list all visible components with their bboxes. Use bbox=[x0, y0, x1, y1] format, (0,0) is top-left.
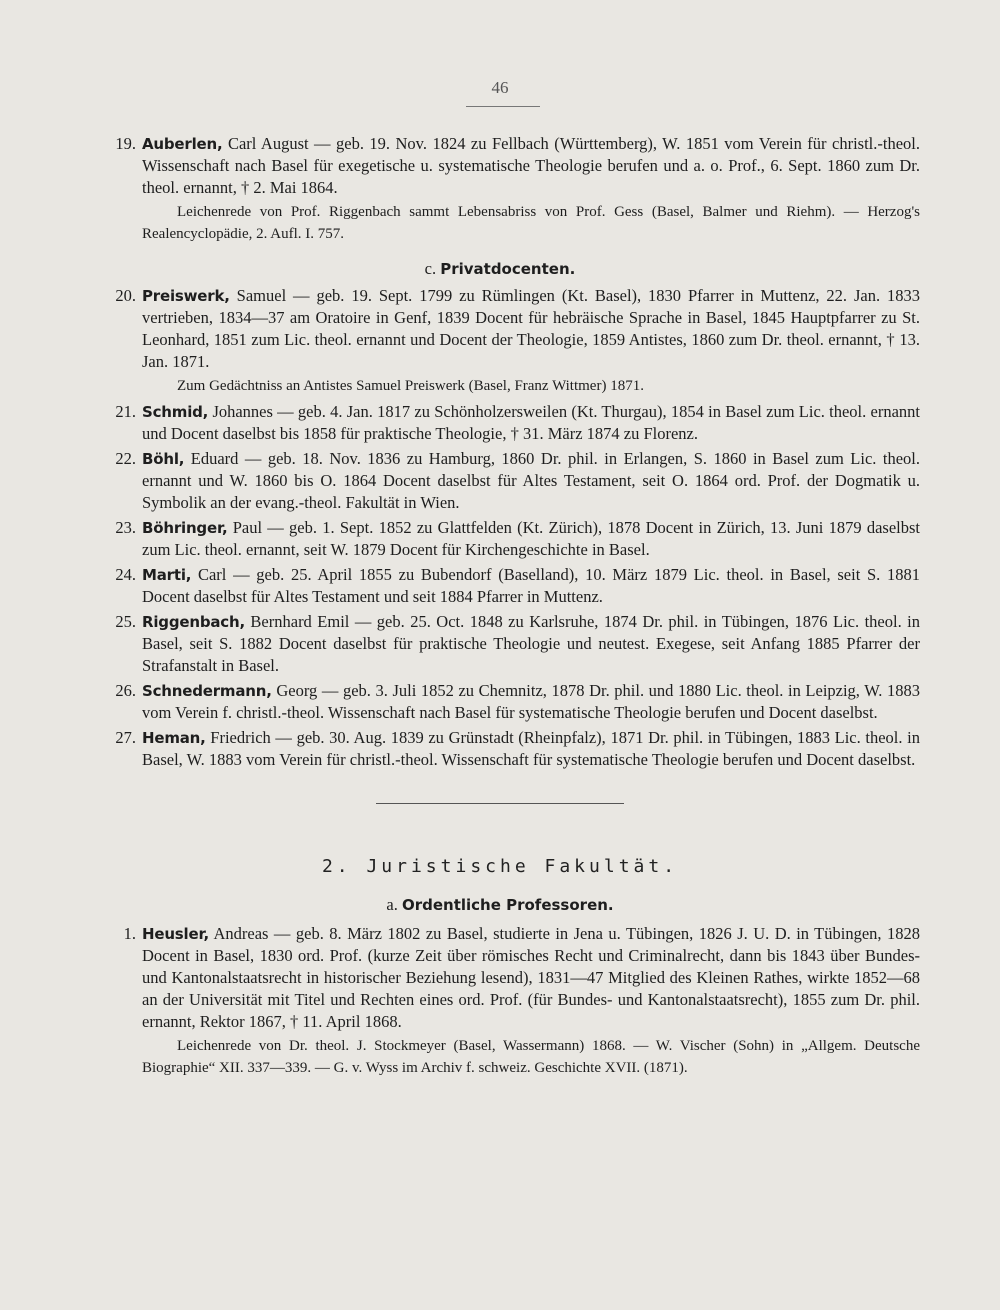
entry-text: Carl — geb. 25. April 1855 zu Bubendorf (Baselland), 10. März 1879 Lic. theol. in Basel, seit S. 1881 Docent daselbst für Altes Testament und seit 1884 Pfarrer in Muttenz. bbox=[142, 565, 920, 606]
entry-number: 20. bbox=[115, 286, 136, 305]
entry-number: 19. bbox=[115, 134, 136, 153]
entry-name: Riggenbach, bbox=[142, 613, 245, 631]
entry-number: 1. bbox=[123, 924, 136, 943]
section-divider bbox=[376, 803, 624, 804]
subsection-heading-privatdocenten bbox=[80, 259, 920, 279]
entry-name: Marti, bbox=[142, 566, 192, 584]
entry-number: 21. bbox=[115, 402, 136, 421]
entry-name: Heman, bbox=[142, 729, 206, 747]
entry-20 bbox=[80, 285, 920, 373]
entry-20-note: Zum Gedächtniss an Antistes Samuel Preiswerk (Basel, Franz Wittmer) 1871. bbox=[177, 378, 644, 394]
entry-text: Samuel — geb. 19. Sept. 1799 zu Rümlingen (Kt. Basel), 1830 Pfarrer in Muttenz, 22. Jan. 1833 vertrieben, 1834—37 am Oratoire in Genf, 1839 Docent für hebräische Sprache in Basel, 1845 Hauptpfarrer zu St. Leonhard, 1851 zum Lic. theol. ernannt und Docent der Theologie, 1859 Antistes, 1860 zum Dr. theol. ernannt, † 13. Jan. 1871. bbox=[142, 286, 920, 371]
subsection-heading-ordentliche-professoren bbox=[80, 895, 920, 915]
entry-name: Schnedermann, bbox=[142, 682, 272, 700]
entry-jur-1-note: Leichenrede von Dr. theol. J. Stockmeyer (Basel, Wassermann) 1868. — W. Vischer (Sohn) in „Allgem. Deutsche Biographie“ XII. 337—339. — G. v. Wyss im Archiv f. schweiz. Geschichte XVII. (1871). bbox=[142, 1038, 920, 1076]
entry-name: Preiswerk, bbox=[142, 287, 230, 305]
entry-26 bbox=[80, 680, 920, 724]
entry-23 bbox=[80, 517, 920, 561]
entry-number: 27. bbox=[115, 728, 136, 747]
entry-name: Heusler, bbox=[142, 925, 209, 943]
page-number: 46 bbox=[491, 78, 509, 97]
entry-text: Friedrich — geb. 30. Aug. 1839 zu Grünstadt (Rheinpfalz), 1871 Dr. phil. in Tübingen, 1883 Lic. theol. in Basel, W. 1883 vom Verein für christl.-theol. Wissenschaft für systematische Theologie berufen und Docent daselbst. bbox=[142, 728, 920, 769]
entry-name: Böhringer, bbox=[142, 519, 228, 537]
entry-name: Böhl, bbox=[142, 450, 185, 468]
subsection-title: Privatdocenten. bbox=[440, 260, 576, 278]
entry-25 bbox=[80, 611, 920, 677]
subsection-title: Ordentliche Professoren. bbox=[401, 896, 614, 914]
entry-text: Carl August — geb. 19. Nov. 1824 zu Fellbach (Württemberg), W. 1851 vom Verein für christl.-theol. Wissenschaft nach Basel für exegetische u. systematische Theologie berufen und a. o. Prof., 6. Sept. 1860 zum Dr. theol. ernannt, † 2. Mai 1864. bbox=[142, 134, 920, 197]
entry-text: Andreas — geb. 8. März 1802 zu Basel, studierte in Jena u. Tübingen, 1826 J. U. D. in Tübingen, 1828 Docent in Basel, 1830 ord. Prof. (kurze Zeit über römisches Recht und Criminalrecht, dann bis 1843 über Bundes- und Kantonalstaatsrecht in historischer Beziehung lesend), 1831—47 Mitglied des Kleinen Rathes, wirkte 1852—68 an der Universität mit Titel und Rechten eines ord. Prof. (für Bundes- und Kantonalstaatsrecht), 1855 zum Dr. phil. ernannt, Rektor 1867, † 11. April 1868. bbox=[142, 924, 920, 1031]
entry-name: Auberlen, bbox=[142, 135, 223, 153]
page-content bbox=[80, 133, 920, 1079]
entry-text: Georg — geb. 3. Juli 1852 zu Chemnitz, 1878 Dr. phil. und 1880 Lic. theol. in Leipzig, W. 1883 vom Verein f. christl.-theol. Wissenschaft nach Basel für systematische Theologie berufen und Docent daselbst. bbox=[142, 681, 920, 722]
entry-24 bbox=[80, 564, 920, 608]
subsection-prefix: a. bbox=[386, 895, 398, 914]
entry-number: 23. bbox=[115, 518, 136, 537]
entry-21 bbox=[80, 401, 920, 445]
entry-number: 22. bbox=[115, 449, 136, 468]
section-title-juristische-fakultaet: 2. Juristische Fakultät. bbox=[321, 856, 679, 877]
entry-number: 24. bbox=[115, 565, 136, 584]
entry-text: Johannes — geb. 4. Jan. 1817 zu Schönholzersweilen (Kt. Thurgau), 1854 in Basel zum Lic. theol. ernannt und Docent daselbst bis 1858 für praktische Theologie, † 31. März 1874 zu Florenz. bbox=[142, 402, 920, 443]
entry-text: Bernhard Emil — geb. 25. Oct. 1848 zu Karlsruhe, 1874 Dr. phil. in Tübingen, 1876 Lic. theol. in Basel, seit S. 1882 Docent daselbst für praktische Theologie und neutest. Exegese, seit Anfang 1885 Pfarrer der Strafanstalt in Basel. bbox=[142, 612, 920, 675]
page-number-rule bbox=[466, 106, 540, 107]
entry-27 bbox=[80, 727, 920, 771]
entry-name: Schmid, bbox=[142, 403, 209, 421]
entry-jur-1 bbox=[80, 923, 920, 1033]
entry-number: 26. bbox=[115, 681, 136, 700]
entry-19 bbox=[80, 133, 920, 199]
entry-text: Eduard — geb. 18. Nov. 1836 zu Hamburg, 1860 Dr. phil. in Erlangen, S. 1860 in Basel zum Lic. theol. ernannt und W. 1860 bis O. 1864 Docent daselbst für Altes Testament, seit O. 1864 ord. Prof. der Dogmatik u. Symbolik an der evang.-theol. Fakultät in Wien. bbox=[142, 449, 920, 512]
entry-number: 25. bbox=[115, 612, 136, 631]
entry-19-note: Leichenrede von Prof. Riggenbach sammt Lebensabriss von Prof. Gess (Basel, Balmer und Riehm). — Herzog's Realencyclopädie, 2. Aufl. I. 757. bbox=[142, 204, 920, 242]
entry-22 bbox=[80, 448, 920, 514]
entry-text: Paul — geb. 1. Sept. 1852 zu Glattfelden (Kt. Zürich), 1878 Docent in Zürich, 13. Juni 1879 daselbst zum Lic. theol. ernannt, seit W. 1879 Docent für Kirchengeschichte in Basel. bbox=[142, 518, 920, 559]
subsection-prefix: c. bbox=[424, 259, 437, 278]
